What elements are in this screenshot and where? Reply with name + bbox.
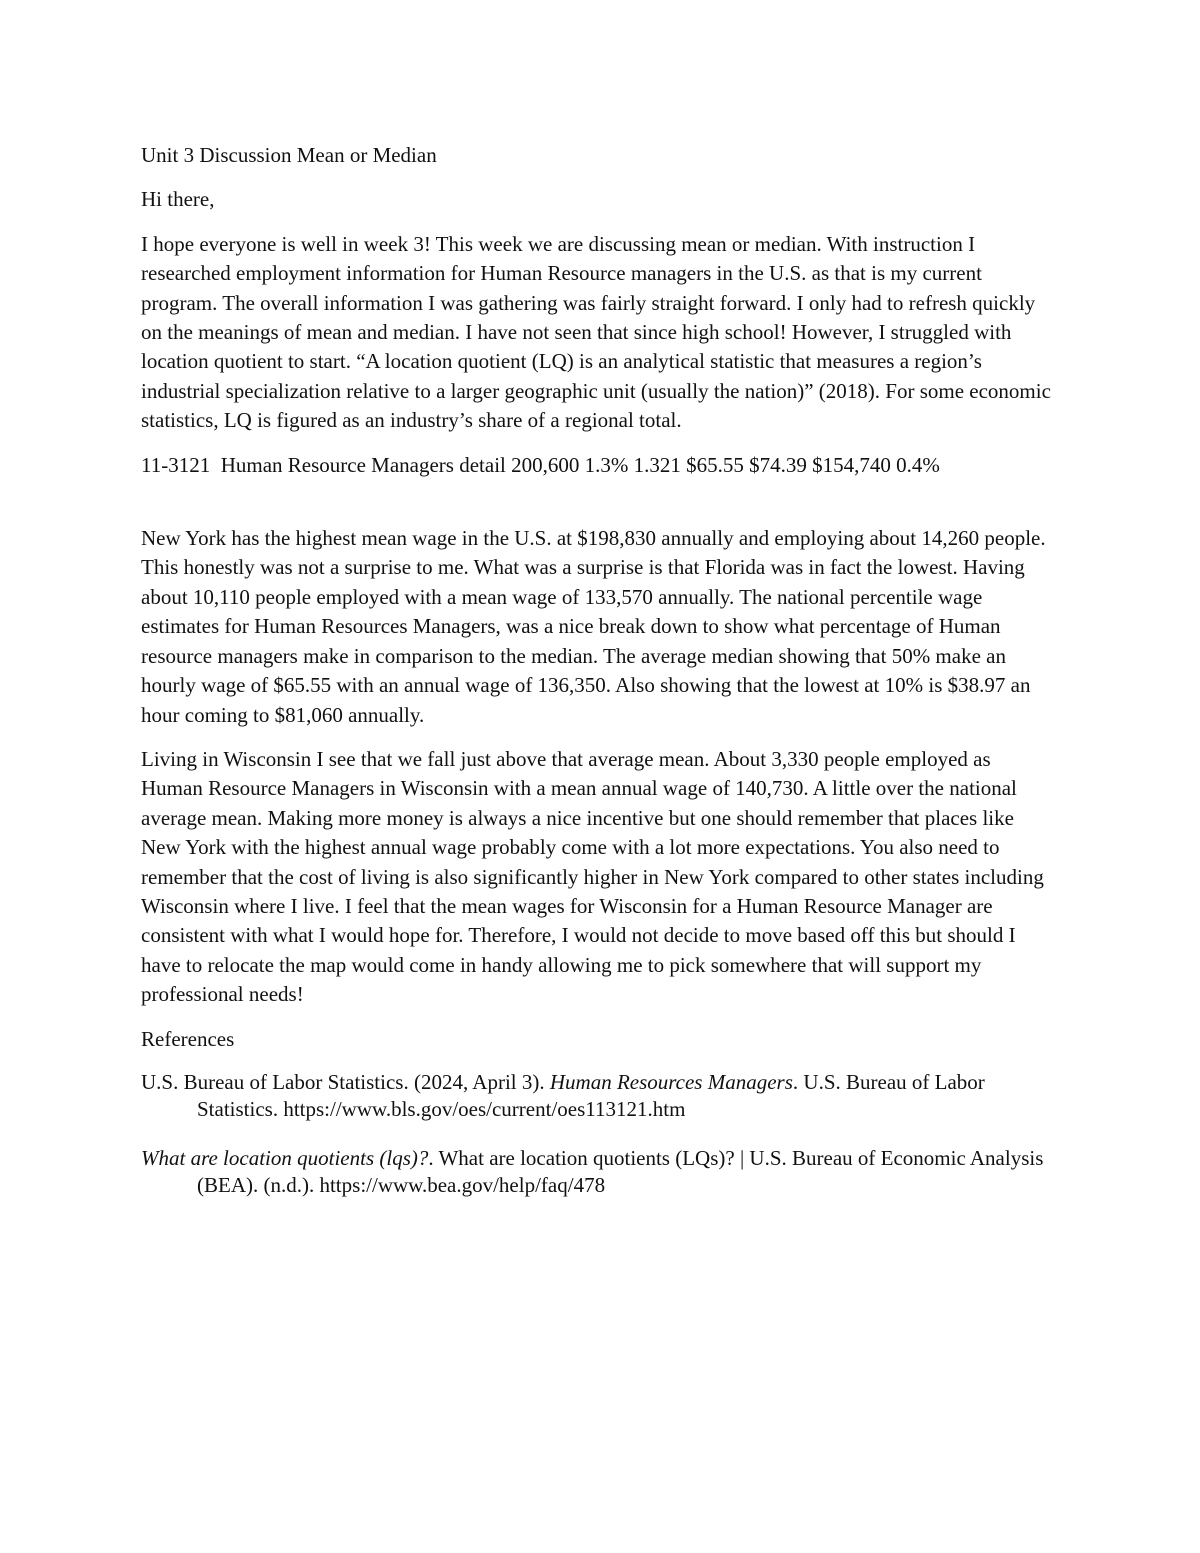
reference-entry <box>141 1145 1057 1199</box>
greeting: Hi there, <box>141 187 215 212</box>
paragraph-wisconsin: Living in Wisconsin I see that we fall just above that average mean. About 3,330 people employed as Human Resource Managers in Wisconsin with a mean annual wage of 140,730. A little over the national average mean. Making more money is always a nice incentive but one should remember that places like New York with the highest annual wage probably come with a lot more expectations. You also need to remember that the cost of living is also significantly higher in New York compared to other states including Wisconsin where I live. I feel that the mean wages for Wisconsin for a Human Resource Manager are consistent with what I would hope for. Therefore, I would not decide to move based off this but should I have to relocate the map would come in handy allowing me to pick somewhere that will support my professional needs! <box>141 746 1044 1007</box>
document-body <box>141 141 1057 1221</box>
paragraph-intro: I hope everyone is well in week 3! This week we are discussing mean or median. With instruction I researched employment information for Human Resource managers in the U.S. as that is my current program. The overall information I was gathering was fairly straight forward. I only had to refresh quickly on the meanings of mean and median. I have not seen that since high school! However, I struggled with location quotient to start. “A location quotient (LQ) is an analytical statistic that measures a region’s industrial specialization relative to a larger geographic unit (usually the nation)” (2018). For some economic statistics, LQ is figured as an industry’s share of a regional total. <box>141 231 1051 433</box>
occupation-data-line: 11-3121 Human Resource Managers detail 200,600 1.3% 1.321 $65.55 $74.39 $154,740 0.4% <box>141 452 940 477</box>
reference-text: U.S. Bureau of Labor Statistics. (2024, April 3). <box>141 1069 550 1094</box>
document-title: Unit 3 Discussion Mean or Median <box>141 143 437 167</box>
reference-title: Human Resources Managers <box>549 1069 793 1094</box>
reference-text: . What are location quotients (LQs)? | U.S. Bureau of Economic Analysis (BEA). (n.d.). https://www.bea.gov/help/faq/478 <box>197 1145 1044 1197</box>
reference-title: What are location quotients (lqs)? <box>141 1145 429 1170</box>
reference-text: . U.S. Bureau of Labor Statistics. https://www.bls.gov/oes/current/oes113121.htm <box>197 1069 985 1121</box>
reference-entry <box>141 1069 1057 1123</box>
paragraph-wages: New York has the highest mean wage in the U.S. at $198,830 annually and employing about 14,260 people. This honestly was not a surprise to me. What was a surprise is that Florida was in fact the lowest. Having about 10,110 people employed with a mean wage of 133,570 annually. The national percentile wage estimates for Human Resources Managers, was a nice break down to show what percentage of Human resource managers make in comparison to the median. The average median showing that 50% make an hourly wage of $65.55 with an annual wage of 136,350. Also showing that the lowest at 10% is $38.97 an hour coming to $81,060 annually. <box>141 526 1046 727</box>
references-heading: References <box>141 1026 235 1051</box>
